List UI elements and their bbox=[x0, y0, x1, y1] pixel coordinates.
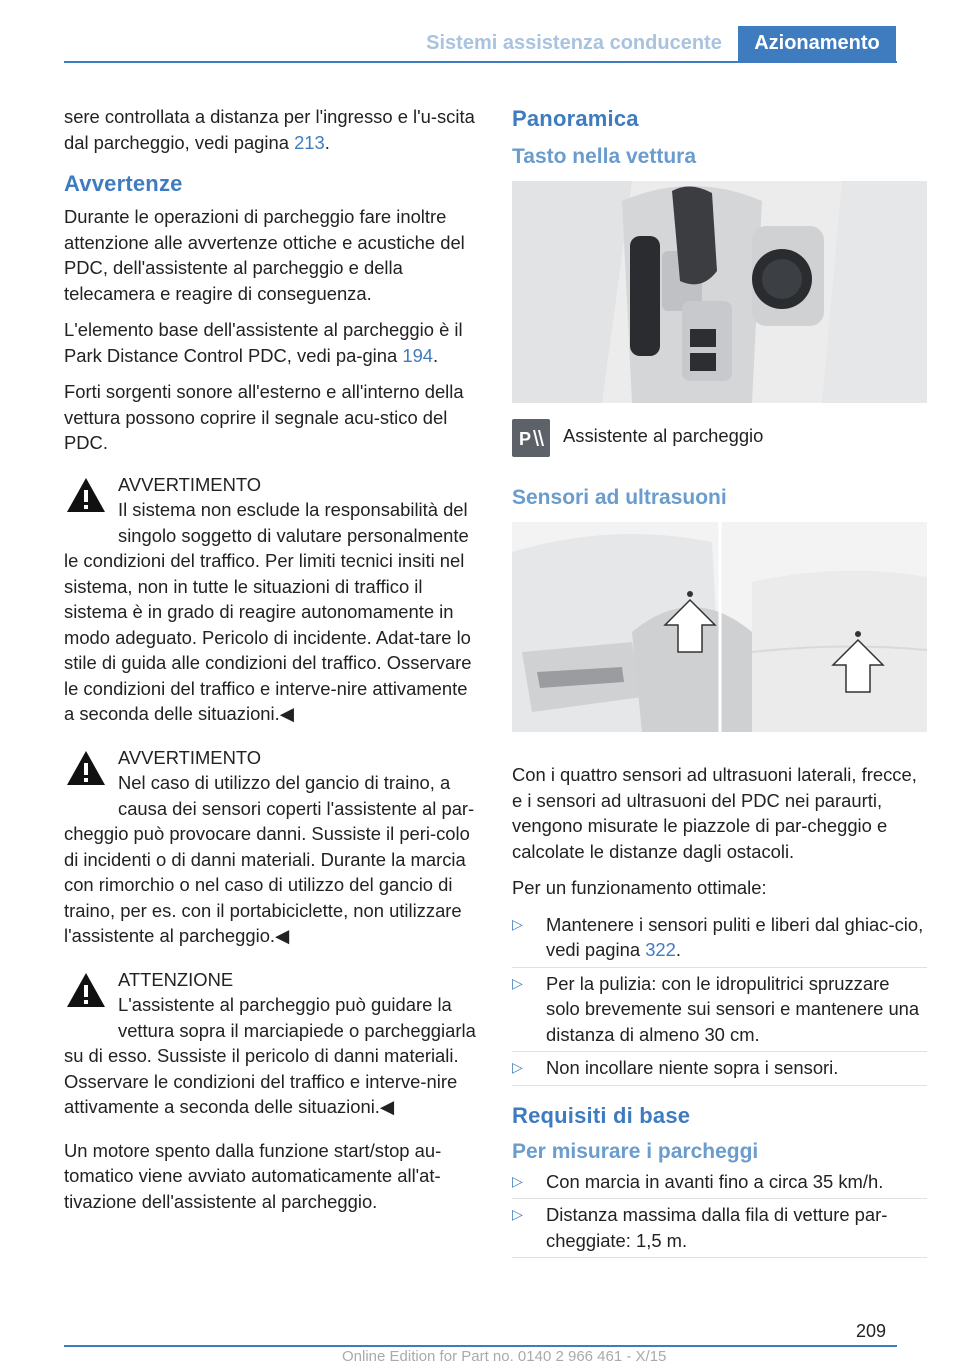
footer-edition: Online Edition for Part no. 0140 2 966 461 - X/15 bbox=[342, 1348, 667, 1365]
bullet-icon: ▷ bbox=[512, 1172, 523, 1189]
paragraph: Per un funzionamento ottimale: bbox=[512, 877, 767, 898]
paragraph: sere controllata a distanza per l'ingresso e l'u‐scita dal parcheggio, vedi pagina 213. bbox=[64, 106, 475, 153]
requirements-list bbox=[512, 1169, 927, 1254]
bullet-icon: ▷ bbox=[512, 915, 523, 932]
warning-title: AVVERTIMENTO bbox=[118, 746, 262, 768]
park-assist-icon bbox=[512, 419, 550, 457]
bullet-icon: ▷ bbox=[512, 974, 523, 991]
warning-title: AVVERTIMENTO bbox=[118, 473, 262, 495]
park-assist-legend bbox=[512, 419, 927, 457]
page-number: 209 bbox=[856, 1321, 887, 1341]
paragraph: Con i quattro sensori ad ultrasuoni laterali, frecce, e i sensori ad ultrasuoni del PDC nei paraurti, vengono misurate le piazzole di par‐cheggio e calcolate le distanze dagli ostacoli. bbox=[512, 764, 917, 862]
console-photo bbox=[512, 181, 927, 403]
paragraph: Un motore spento dalla funzione start/stop au‐tomatico viene avviato automaticamente all'at‐tivazione dell'assistente al parcheggio. bbox=[64, 1139, 442, 1212]
park-assist-caption: Assistente al parcheggio bbox=[563, 425, 764, 446]
warning-box bbox=[64, 745, 478, 949]
maintenance-list bbox=[512, 912, 927, 1081]
bullet-icon: ▷ bbox=[512, 1206, 523, 1222]
header-section: Sistemi assistenza conducente bbox=[426, 32, 722, 54]
warning-box bbox=[64, 472, 478, 727]
heading-panoramica: Panoramica bbox=[512, 106, 639, 131]
warning-triangle-icon bbox=[64, 474, 108, 516]
heading-misurare: Per misurare i parcheggi bbox=[512, 1139, 759, 1163]
list-item: ▷ Con marcia in avanti fino a circa 35 km/h. bbox=[512, 1169, 927, 1195]
heading-avvertenze: Avvertenze bbox=[64, 171, 183, 196]
page-link[interactable]: 194 bbox=[402, 344, 434, 366]
heading-tasto: Tasto nella vettura bbox=[512, 145, 696, 168]
warning-body: Il sistema non esclude la responsabilità del singolo soggetto di valutare personalmente le condizioni del traffico. Per limiti tecnici insiti nel sistema, non in tutte le situazioni di traffico il sistema è in grado di reagire autonomamente in modo adeguato. Pericolo di incidente. Adat‐tare lo stile di guida alle condizioni del traffico. Osservare le condizioni del traffico e interve‐nire attivamente a seconda delle situazioni.◀ bbox=[64, 499, 472, 724]
warning-triangle-icon bbox=[64, 747, 108, 789]
list-item: ▷ Per la pulizia: con le idropulitrici spruzzare solo brevemente sui sensori e mantenere una distanza di almeno 30 cm. bbox=[512, 971, 927, 1048]
heading-requisiti: Requisiti di base bbox=[512, 1102, 691, 1128]
warning-triangle-icon bbox=[64, 969, 108, 1011]
bullet-icon: ▷ bbox=[512, 1059, 523, 1075]
sensors-photo bbox=[512, 522, 927, 732]
header-rule bbox=[64, 61, 897, 63]
warning-body: Nel caso di utilizzo del gancio di traino, a causa dei sensori coperti l'assistente al par‐cheggio può provocare danni. Sussiste il peri‐colo di incidenti o di danni materiali. Durante la marcia con rimorchio o nel caso di utilizzo del gancio di traino, per es. con il portabiciclette, non utilizzare l'assistente al parcheggio.◀ bbox=[64, 772, 475, 946]
list-item: ▷ Non incollare niente sopra i sensori. bbox=[512, 1055, 927, 1081]
header-current: Azionamento bbox=[738, 26, 896, 62]
page-link[interactable]: 322 bbox=[645, 939, 676, 960]
footer-rule bbox=[64, 1345, 897, 1347]
list-item: ▷ Mantenere i sensori puliti e liberi dal ghiac‐cio, vedi pagina 322. bbox=[512, 912, 927, 963]
caution-title: ATTENZIONE bbox=[118, 968, 234, 990]
heading-sensori: Sensori ad ultrasuoni bbox=[512, 486, 727, 509]
paragraph: Forti sorgenti sonore all'esterno e all'interno della vettura possono coprire il segnale acu‐stico del PDC. bbox=[64, 381, 464, 453]
paragraph: L'elemento base dell'assistente al parcheggio è il Park Distance Control PDC, vedi pa‐gina 194. bbox=[64, 319, 463, 366]
caution-box bbox=[64, 967, 478, 1120]
right-column bbox=[512, 104, 927, 1265]
list-item: ▷ Distanza massima dalla fila di vetture par‐cheggiate: 1,5 m. bbox=[512, 1202, 927, 1253]
page-link[interactable]: 213 bbox=[294, 131, 325, 153]
left-column bbox=[64, 104, 478, 1225]
paragraph: Durante le operazioni di parcheggio fare inoltre attenzione alle avvertenze ottiche e acustiche del PDC, dell'assistente al parcheggio e della telecamera e reagire di conseguenza. bbox=[64, 206, 465, 304]
caution-body: L'assistente al parcheggio può guidare la vettura sopra il marciapiede o parcheggiarla su di esso. Sussiste il pericolo di danni materiali. Osservare le condizioni del traffico e interve‐nire attivamente a seconda delle situazioni.◀ bbox=[64, 994, 476, 1117]
svg-text:P: P bbox=[519, 429, 532, 449]
